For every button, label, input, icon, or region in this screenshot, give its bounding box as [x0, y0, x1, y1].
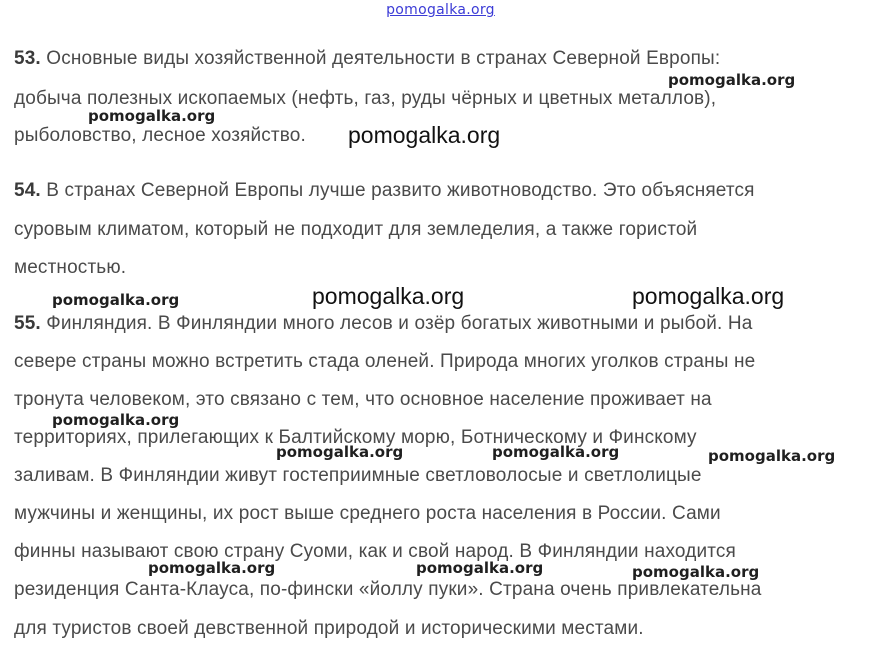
paragraph-55-number: 55. — [14, 313, 41, 334]
watermark: pomogalka.org — [632, 563, 760, 581]
paragraph-53-number: 53. — [14, 48, 41, 69]
watermark: pomogalka.org — [668, 71, 796, 89]
watermark: pomogalka.org — [632, 283, 785, 309]
paragraph-55-line-9: для туристов своей девственной природой и историческими местами. — [14, 618, 644, 639]
watermark: pomogalka.org — [416, 559, 544, 577]
paragraph-54-line-3: местностью. — [14, 257, 127, 278]
paragraph-55-line-3: тронута человеком, это связано с тем, что основное население проживает на — [14, 389, 712, 410]
watermark: pomogalka.org — [348, 122, 501, 148]
paragraph-55-line-8: резиденция Санта-Клауса, по-фински «йоллу пуки». Страна очень привлекательна — [14, 579, 762, 600]
paragraph-55-text-1: Финляндия. В Финляндии много лесов и озёр богатых животными и рыбой. На — [40, 313, 753, 334]
paragraph-55-line-5: заливам. В Финляндии живут гостеприимные светловолосые и светлолицые — [14, 465, 702, 486]
watermark: pomogalka.org — [148, 559, 276, 577]
header-watermark-link[interactable]: pomogalka.org — [386, 2, 495, 18]
paragraph-55-line-6: мужчины и женщины, их рост выше среднего роста населения в России. Сами — [14, 503, 721, 524]
paragraph-54-line-2: суровым климатом, который не подходит для земледелия, а также гористой — [14, 219, 698, 240]
watermark: pomogalka.org — [52, 291, 180, 309]
paragraph-55-line-7: финны называют свою страну Суоми, как и свой народ. В Финляндии находится — [14, 541, 736, 562]
paragraph-55-line-4: территориях, прилегающих к Балтийскому морю, Ботническому и Финскому — [14, 427, 697, 448]
paragraph-54-line-1 — [14, 180, 755, 202]
paragraph-53-text-1: Основные виды хозяйственной деятельности в странах Северной Европы: — [40, 48, 721, 69]
watermark: pomogalka.org — [52, 411, 180, 429]
watermark: pomogalka.org — [276, 443, 404, 461]
paragraph-54-text-1: В странах Северной Европы лучше развито животноводство. Это объясняется — [40, 180, 755, 201]
paragraph-54-number: 54. — [14, 180, 41, 201]
paragraph-55-line-2: севере страны можно встретить стада оленей. Природа многих уголков страны не — [14, 351, 756, 372]
paragraph-53-line-3: рыболовство, лесное хозяйство. — [14, 125, 306, 146]
watermark: pomogalka.org — [312, 283, 465, 309]
watermark: pomogalka.org — [708, 447, 836, 465]
paragraph-55-line-1 — [14, 313, 752, 335]
paragraph-53-line-2: добыча полезных ископаемых (нефть, газ, руды чёрных и цветных металлов), — [14, 88, 717, 109]
paragraph-53-line-1 — [14, 48, 720, 70]
watermark: pomogalka.org — [492, 443, 620, 461]
watermark: pomogalka.org — [88, 107, 216, 125]
